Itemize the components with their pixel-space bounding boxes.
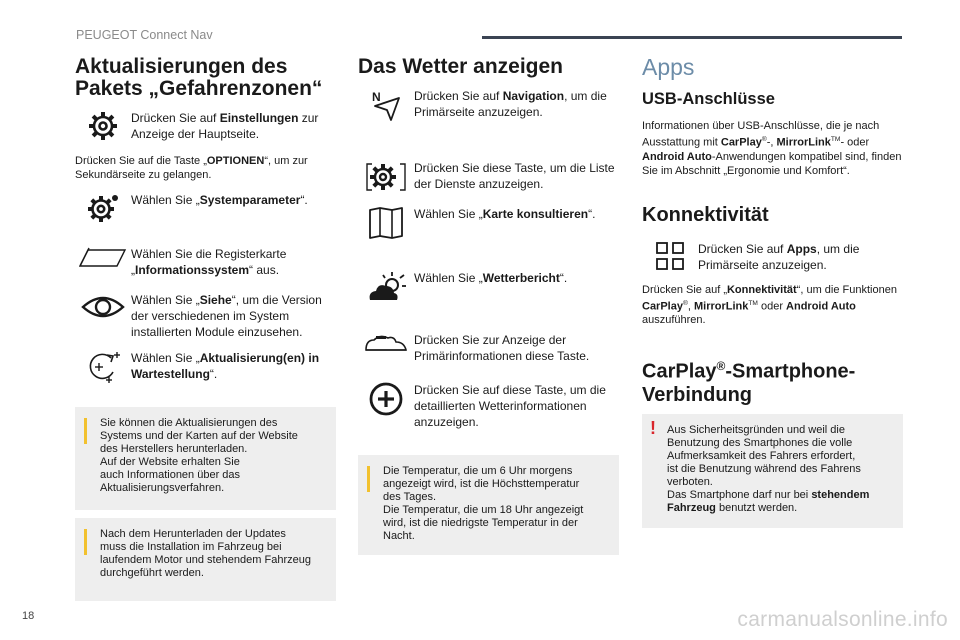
- step-map: [358, 206, 620, 240]
- update-icon: [75, 350, 131, 384]
- step-text: Drücken Sie auf Apps, um die Primärseite anzuzeigen.: [698, 241, 860, 272]
- step-text: Wählen Sie „Aktualisierung(en) in Wartestellung“.: [131, 351, 320, 381]
- header-title: PEUGEOT Connect Nav: [76, 28, 213, 42]
- column-apps: [642, 56, 904, 407]
- title-line-1: Aktualisierungen des: [75, 55, 288, 78]
- info-note-install: Nach dem Herunterladen der Updates muss die Installation im Fahrzeug bei laufendem Motor und stehendem Fahrzeug durchgeführt werden.: [75, 518, 336, 601]
- svg-text:N: N: [372, 90, 381, 104]
- services-gear-icon: [358, 160, 414, 194]
- section-title-weather: Das Wetter anzeigen: [358, 55, 564, 78]
- step-text: Wählen Sie „Wetterbericht“.: [414, 271, 568, 285]
- settings-gear-icon: [75, 192, 131, 224]
- info-note-download: Sie können die Aktualisierungen des Systems und der Karten auf der Website des Herstellers herunterladen. Auf der Website erhalten Sie auch Informationen über das Aktualisierungsverfahren.: [75, 407, 336, 510]
- subsection-title-usb: USB-Anschlüsse: [642, 90, 775, 108]
- step-update: [75, 350, 337, 384]
- column-weather: [358, 56, 620, 430]
- settings-gear-icon: [75, 110, 131, 142]
- step-text: Drücken Sie auf Navigation, um die Primärseite anzuzeigen.: [414, 89, 607, 119]
- step-text: Wählen Sie „Karte konsultieren“.: [414, 207, 596, 221]
- step-detail: [358, 382, 620, 430]
- step-text: Drücken Sie zur Anzeige der Primärinformationen diese Taste.: [414, 333, 590, 363]
- step-text: Wählen Sie die Registerkarte „Informationssystem“ aus.: [131, 247, 287, 277]
- step-text: Drücken Sie diese Taste, um die Liste der Dienste anzuzeigen.: [414, 161, 615, 191]
- step-siehe: [75, 292, 337, 340]
- map-icon: [358, 206, 414, 240]
- note-bar: [84, 529, 87, 555]
- watermark: carmanualsonline.info: [737, 608, 948, 631]
- primary-info-icon: [358, 332, 414, 352]
- subsection-title-carplay: CarPlay®-Smartphone- Verbindung: [642, 359, 856, 406]
- page-number: 18: [22, 610, 35, 622]
- tab-icon: [75, 246, 131, 268]
- plus-circle-icon: [358, 382, 414, 416]
- paragraph-options: Drücken Sie auf die Taste „OPTIONEN“, um zur Sekundärseite zu gelangen.: [75, 155, 308, 181]
- eye-icon: [75, 292, 131, 322]
- column-updates: [75, 56, 337, 384]
- step-tab: [75, 246, 337, 278]
- info-note-temperature: Die Temperatur, die um 6 Uhr morgens angezeigt wird, ist die Höchsttemperatur des Tages. Die Temperatur, die um 18 Uhr angezeigt wird, ist die niedrigste Temperatur in der Nacht.: [358, 455, 619, 555]
- weather-icon: [358, 270, 414, 304]
- title-line-2: Pakets „Gefahrenzonen“: [75, 77, 323, 100]
- warning-note-smartphone: ! Aus Sicherheitsgründen und weil die Benutzung des Smartphones die volle Aufmerksamkeit des Fahrers erfordert, ist die Benutzung während des Fahrens verboten. Das Smartphone darf nur bei stehendem Fahrzeug benutzt werden.: [642, 414, 903, 528]
- note-bar: [84, 418, 87, 444]
- navigation-icon: [358, 88, 414, 122]
- step-text: Drücken Sie auf Einstellungen zur Anzeige der Hauptseite.: [131, 111, 319, 141]
- step-text: Wählen Sie „Siehe“, um die Version der verschiedenen im System installierten Module einzusehen.: [131, 293, 322, 339]
- warning-icon: !: [650, 418, 656, 438]
- step-apps: [642, 241, 904, 273]
- step-primary-info: [358, 332, 620, 364]
- paragraph-connectivity: Drücken Sie auf „Konnektivität“, um die Funktionen CarPlay®, MirrorLink™ oder Android Auto auszuführen.: [642, 283, 897, 327]
- section-title-updates: [75, 56, 337, 100]
- section-title-apps: Apps: [642, 54, 695, 80]
- step-text: Drücken Sie auf diese Taste, um die detaillierten Wetterinformationen anzuzeigen.: [414, 383, 606, 429]
- step-navigation: [358, 88, 620, 122]
- subsection-title-connectivity: Konnektivität: [642, 203, 769, 226]
- step-weather-report: [358, 270, 620, 304]
- step-services: [358, 160, 620, 194]
- apps-grid-icon: [642, 241, 698, 271]
- step-settings: [75, 110, 337, 142]
- header-bar: [482, 36, 902, 39]
- step-systemparameter: [75, 192, 337, 224]
- paragraph-usb: Informationen über USB-Anschlüsse, die je nach Ausstattung mit CarPlay®-, MirrorLink™- oder Android Auto-Anwendungen kompatibel sind, finden Sie im Abschnitt „Ergonomie und Komfort“.: [642, 120, 902, 177]
- step-text: Wählen Sie „Systemparameter“.: [131, 193, 308, 207]
- note-bar: [367, 466, 370, 492]
